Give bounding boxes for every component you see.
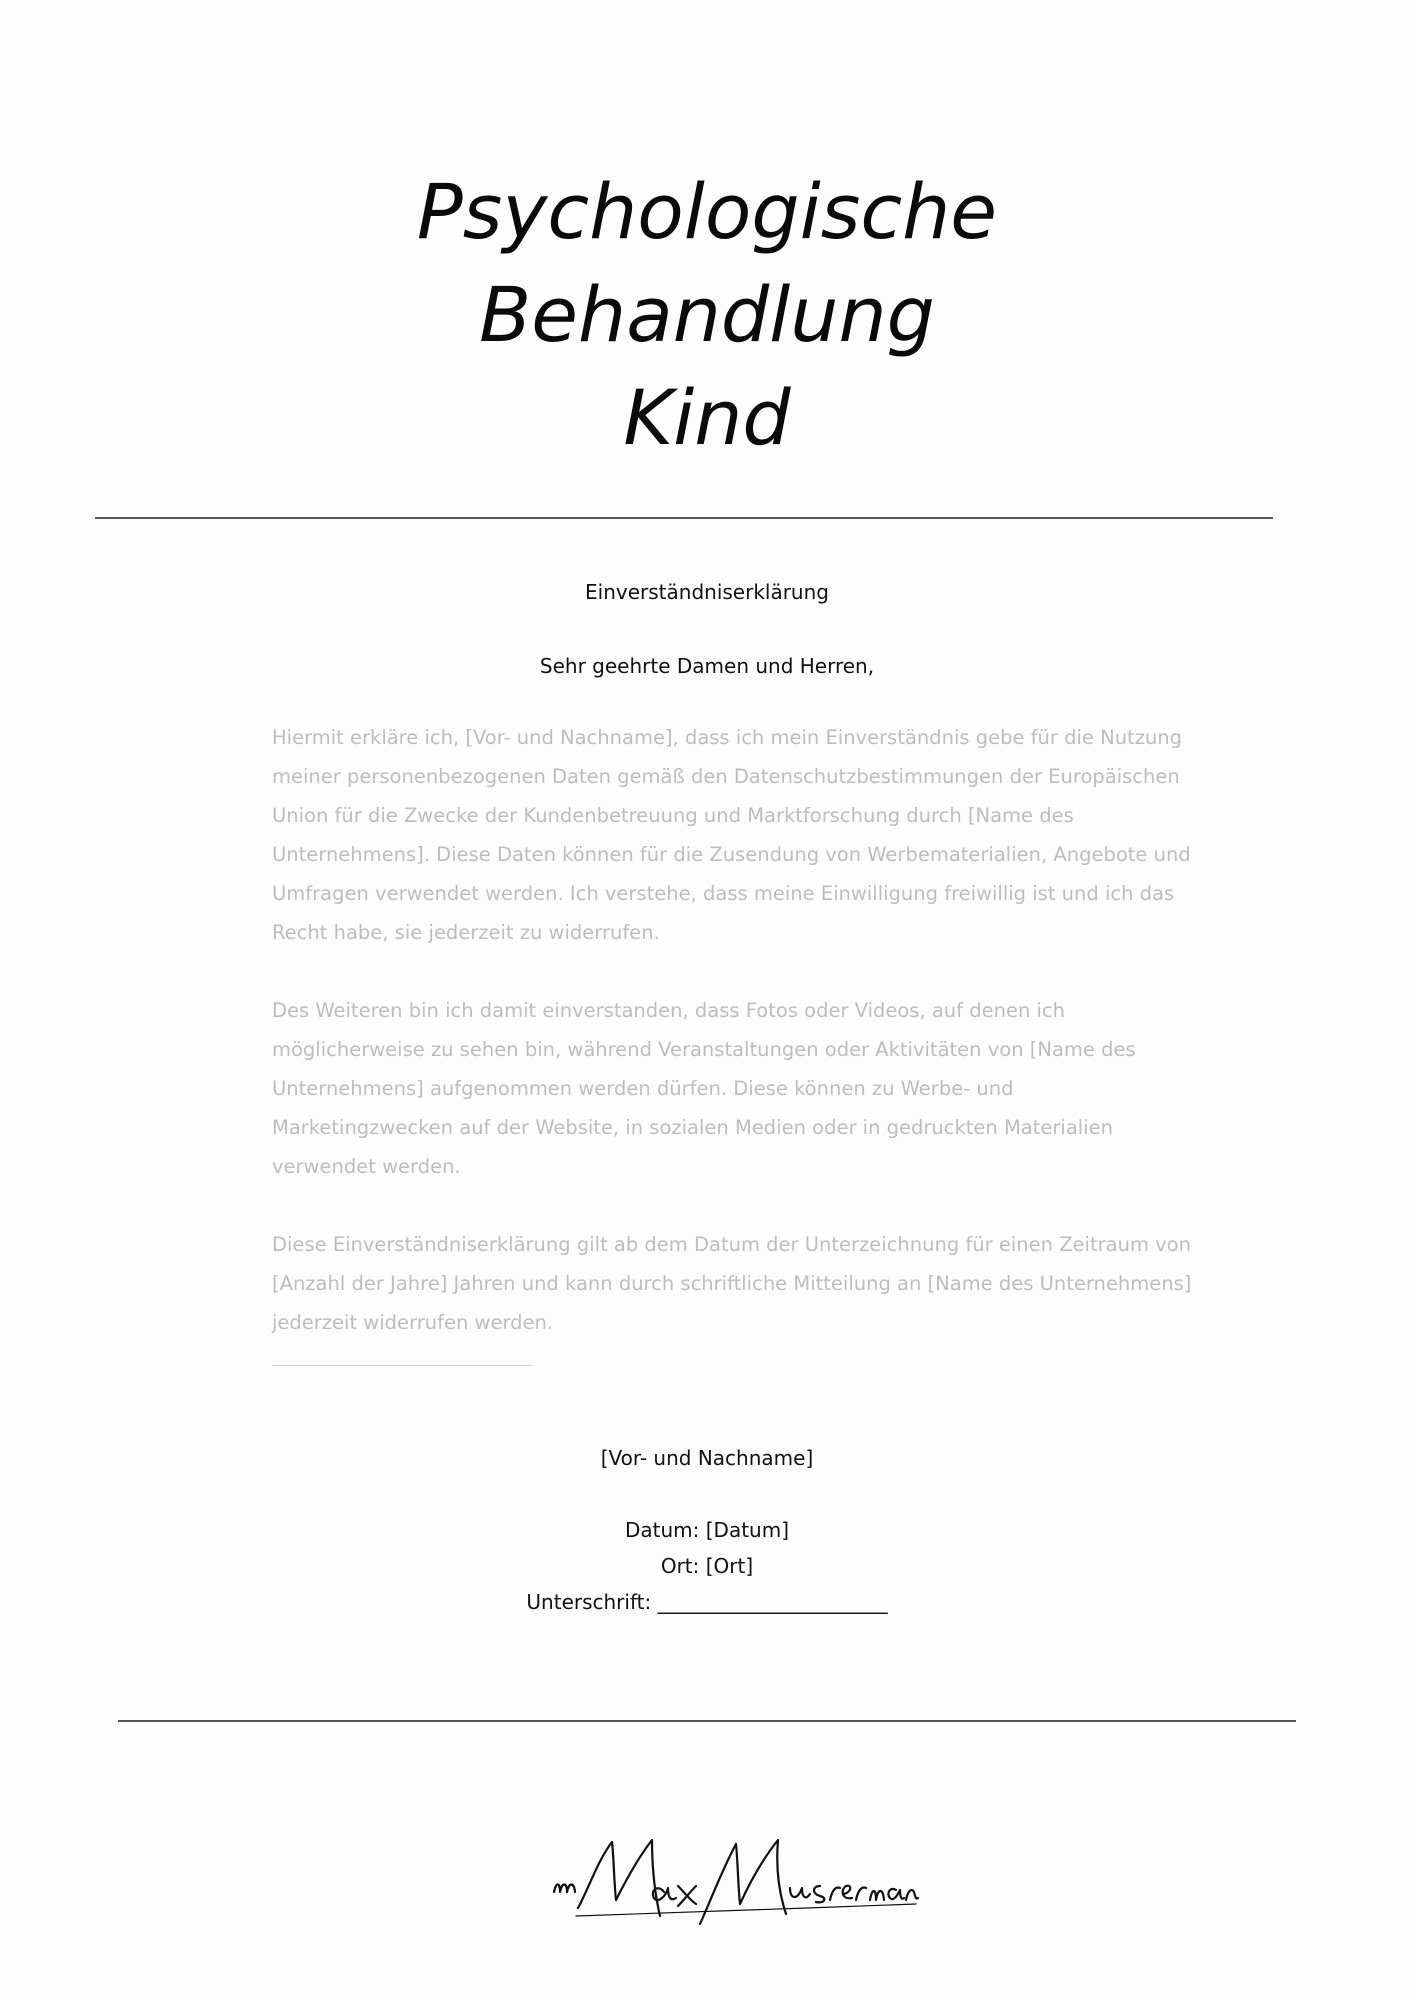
paragraph-photo-consent: Des Weiteren bin ich damit einverstanden, dass Fotos oder Videos, auf denen ich möglicherweise zu sehen bin, während Veranstaltungen oder Aktivitäten von [Name des Unternehmens] aufgenommen werden dürfen. Diese können zu Werbe- und Marketingzwecken auf der Website, in sozialen Medien oder in gedruckten Materialien verwendet werden. <box>272 999 1136 1178</box>
consent-body <box>272 718 1192 1342</box>
title-line-3: Kind <box>623 373 791 462</box>
place-line: Ort: [Ort] <box>660 1554 754 1578</box>
paragraph-data-usage: Hiermit erkläre ich, [Vor- und Nachname], dass ich mein Einverständnis gebe für die Nutzung meiner personenbezogenen Daten gemäß den Datenschutzbestimmungen der Europäischen Union für die Zwecke der Kundenbetreuung und Marktforschung durch [Name des Unternehmens]. Diese Daten können für die Zusendung von Werbematerialien, Angebote und Umfragen verwendet werden. Ich verstehe, dass meine Einwilligung freiwillig ist und ich das Recht habe, sie jederzeit zu widerrufen. <box>272 726 1191 944</box>
title-line-2: Behandlung <box>479 270 935 359</box>
top-divider <box>95 517 1273 519</box>
paragraph-validity: Diese Einverständniserklärung gilt ab dem Datum der Unterzeichnung für einen Zeitraum von [Anzahl der Jahre] Jahren und kann durch schriftliche Mitteilung an [Name des Unternehmens] jederzeit widerrufen werden. <box>272 1233 1192 1334</box>
document-type-heading: Einverständniserklärung <box>585 580 829 604</box>
date-line: Datum: [Datum] <box>624 1518 789 1542</box>
short-divider <box>272 1365 532 1366</box>
salutation: Sehr geehrte Damen und Herren, <box>539 654 875 678</box>
bottom-divider <box>118 1720 1296 1722</box>
title-line-1: Psychologische <box>416 167 998 256</box>
document-title <box>0 160 1414 469</box>
handwritten-signature <box>540 1820 920 1930</box>
signer-name: [Vor- und Nachname] <box>600 1446 814 1470</box>
signature-line: Unterschrift: _______________________ <box>526 1590 888 1614</box>
